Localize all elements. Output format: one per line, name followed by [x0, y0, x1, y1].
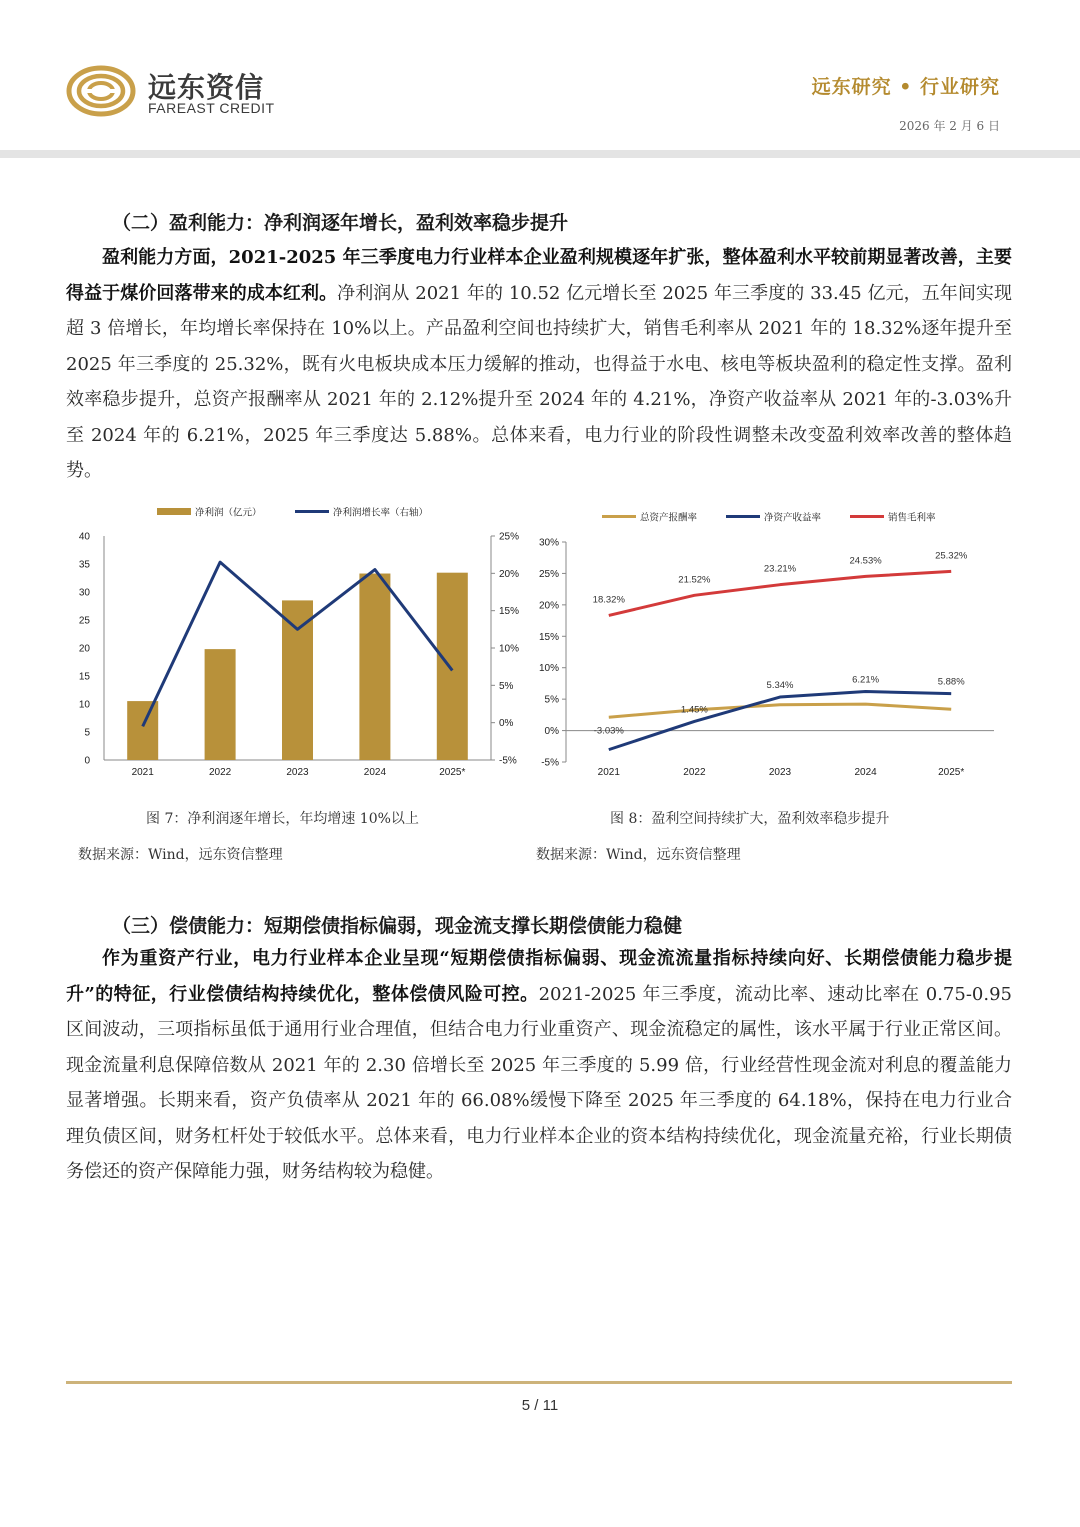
y-tick-label: 20%: [538, 600, 559, 612]
y-tick-label: 5: [84, 727, 90, 739]
brand-name-cn: 远东资信: [148, 71, 265, 104]
x-tick-label: 2022: [208, 767, 232, 778]
line-roe: [609, 692, 951, 750]
y2-tick-label: 20%: [499, 568, 520, 580]
x-tick-label: 2023: [768, 767, 792, 778]
legend-label-net-profit: 净利润（亿元）: [195, 507, 262, 519]
y-tick-label: 0%: [544, 726, 559, 738]
x-tick-label: 2024: [363, 767, 387, 778]
x-tick-label: 2025*: [439, 767, 466, 778]
chart-legend: [602, 512, 936, 524]
y-tick-label: 35: [78, 559, 90, 571]
x-tick-label: 2022: [683, 767, 706, 778]
legend-label-roe: 净资产收益率: [764, 512, 822, 524]
paragraph-lead: 作为重资产行业，电力行业样本企业呈现“短期偿债指标偏弱、现金流流量指标持续向好、长期偿债能力稳步提升”的特征，行业偿债结构持续优化，整体偿债风险可控。: [66, 948, 1012, 1005]
line-gross-margin: [609, 571, 951, 615]
data-label: 24.53%: [849, 555, 882, 567]
y-tick-label: 30: [78, 587, 90, 599]
bar-net-profit: [127, 701, 158, 760]
fareast-logo-icon: [66, 64, 136, 118]
line-roa: [609, 704, 951, 717]
y-tick-label: 5%: [544, 694, 559, 706]
y2-tick-label: 25%: [499, 531, 520, 543]
footer-divider: [66, 1381, 1012, 1384]
y-tick-label: 25: [78, 615, 90, 627]
y2-tick-label: 5%: [499, 680, 514, 692]
section-title-profitability: （二）盈利能力：净利润逐年增长，盈利效率稳步提升: [112, 212, 569, 234]
y2-tick-label: 0%: [499, 718, 514, 730]
y-tick-label: 0: [84, 755, 90, 767]
x-tick-label: 2021: [597, 767, 620, 778]
data-label: 5.34%: [766, 680, 794, 692]
bar-net-profit: [282, 600, 313, 760]
x-tick-label: 2023: [286, 767, 309, 778]
y2-tick-label: 15%: [499, 606, 520, 618]
report-date: 2026 年 2 月 6 日: [899, 119, 1000, 133]
bar-net-profit: [437, 573, 468, 760]
header-divider: [0, 150, 1080, 158]
legend-label-gross-margin: 销售毛利率: [888, 512, 936, 524]
chart-legend: [157, 507, 428, 519]
paragraph-body: 净利润从 2021 年的 10.52 亿元增长至 2025 年三季度的 33.45 亿元，五年间实现超 3 倍增长，年均增长率保持在 10%以上。产品盈利空间也持续扩大，销售毛利率从 2021 年的 18.32%逐年提升至 2025 年三季度的 25.32%，既有火电板块成本压力缓解的推动，也得益于水电、核电等板块盈利的稳定性支撑。盈利效率稳步提升，总资产报酬率从 2021 年的 2.12%提升至 2024 年的 4.21%，净资产收益率从 2021 年的-3.03%升至 2024 年的 6.21%，2025 年三季度达 5.88%。总体来看，电力行业的阶段性调整未改变盈利效率改善的整体趋势。: [66, 282, 1012, 481]
chart-net-profit: [60, 500, 530, 790]
data-label: 18.32%: [592, 594, 625, 606]
legend-label-roa: 总资产报酬率: [640, 512, 698, 524]
paragraph-solvency: [66, 941, 1012, 1190]
data-label: 5.88%: [937, 676, 965, 688]
legend-label-growth: 净利润增长率（右轴）: [333, 507, 429, 519]
y-tick-label: 10: [78, 699, 90, 711]
data-label: 25.32%: [935, 550, 968, 562]
paragraph-body: 2021-2025 年三季度，流动比率、速动比率在 0.75-0.95 区间波动，三项指标虽低于通用行业合理值，但结合电力行业重资产、现金流稳定的属性，该水平属于行业正常区间。现金流量利息保障倍数从 2021 年的 2.30 倍增长至 2025 年三季度的 5.99 倍，行业经营性现金流对利息的覆盖能力显著增强。长期来看，资产负债率从 2021 年的 66.08%缓慢下降至 2025 年三季度的 64.18%，保持在电力行业合理负债区间，财务杠杆处于较低水平。总体来看，电力行业样本企业的资本结构持续优化，现金流量充裕，行业长期债务偿还的资产保障能力强，财务结构较为稳健。: [66, 983, 1012, 1182]
legend-swatch-net-profit: [157, 508, 191, 515]
paragraph-profitability: [66, 240, 1012, 489]
data-label: 1.45%: [680, 704, 708, 716]
data-label: 23.21%: [763, 563, 797, 575]
x-tick-label: 2025*: [938, 767, 965, 778]
page-number: 5 / 11: [521, 1397, 559, 1414]
paragraph-lead: 盈利能力方面，2021-2025 年三季度电力行业样本企业盈利规模逐年扩张，整体盈利水平较前期显著改善，主要得益于煤价回落带来的成本红利。: [66, 247, 1012, 304]
y-tick-label: 25%: [538, 568, 559, 580]
figure8-source: 数据来源：Wind，远东资信整理: [536, 847, 741, 863]
brand-name-en: FAREAST CREDIT: [148, 100, 275, 116]
y-tick-label: 10%: [538, 663, 559, 675]
data-label: 21.52%: [678, 574, 711, 586]
data-label: 6.21%: [852, 674, 880, 686]
chart-profit-efficiency: [530, 500, 1010, 790]
y-tick-label: 20: [78, 643, 90, 655]
x-tick-label: 2021: [131, 767, 154, 778]
figure7-caption: 图 7：净利润逐年增长，年均增速 10%以上: [146, 811, 419, 827]
figure7-source: 数据来源：Wind，远东资信整理: [78, 847, 283, 863]
x-tick-label: 2024: [854, 767, 877, 778]
y-tick-label: 30%: [538, 537, 559, 549]
y-tick-label: 15: [78, 671, 90, 683]
section-title-solvency: （三）偿债能力：短期偿债指标偏弱，现金流支撑长期偿债能力稳健: [112, 915, 683, 937]
data-label: -3.03%: [593, 725, 624, 737]
figure8-caption: 图 8：盈利空间持续扩大，盈利效率稳步提升: [610, 811, 890, 827]
bar-net-profit: [359, 574, 390, 760]
y2-tick-label: -5%: [499, 755, 517, 767]
report-series: 远东研究 • 行业研究: [811, 76, 1000, 98]
y-tick-label: 40: [78, 531, 90, 543]
y-tick-label: -5%: [541, 757, 559, 769]
y-tick-label: 15%: [538, 631, 559, 643]
bar-net-profit: [205, 649, 236, 760]
y2-tick-label: 10%: [499, 643, 520, 655]
